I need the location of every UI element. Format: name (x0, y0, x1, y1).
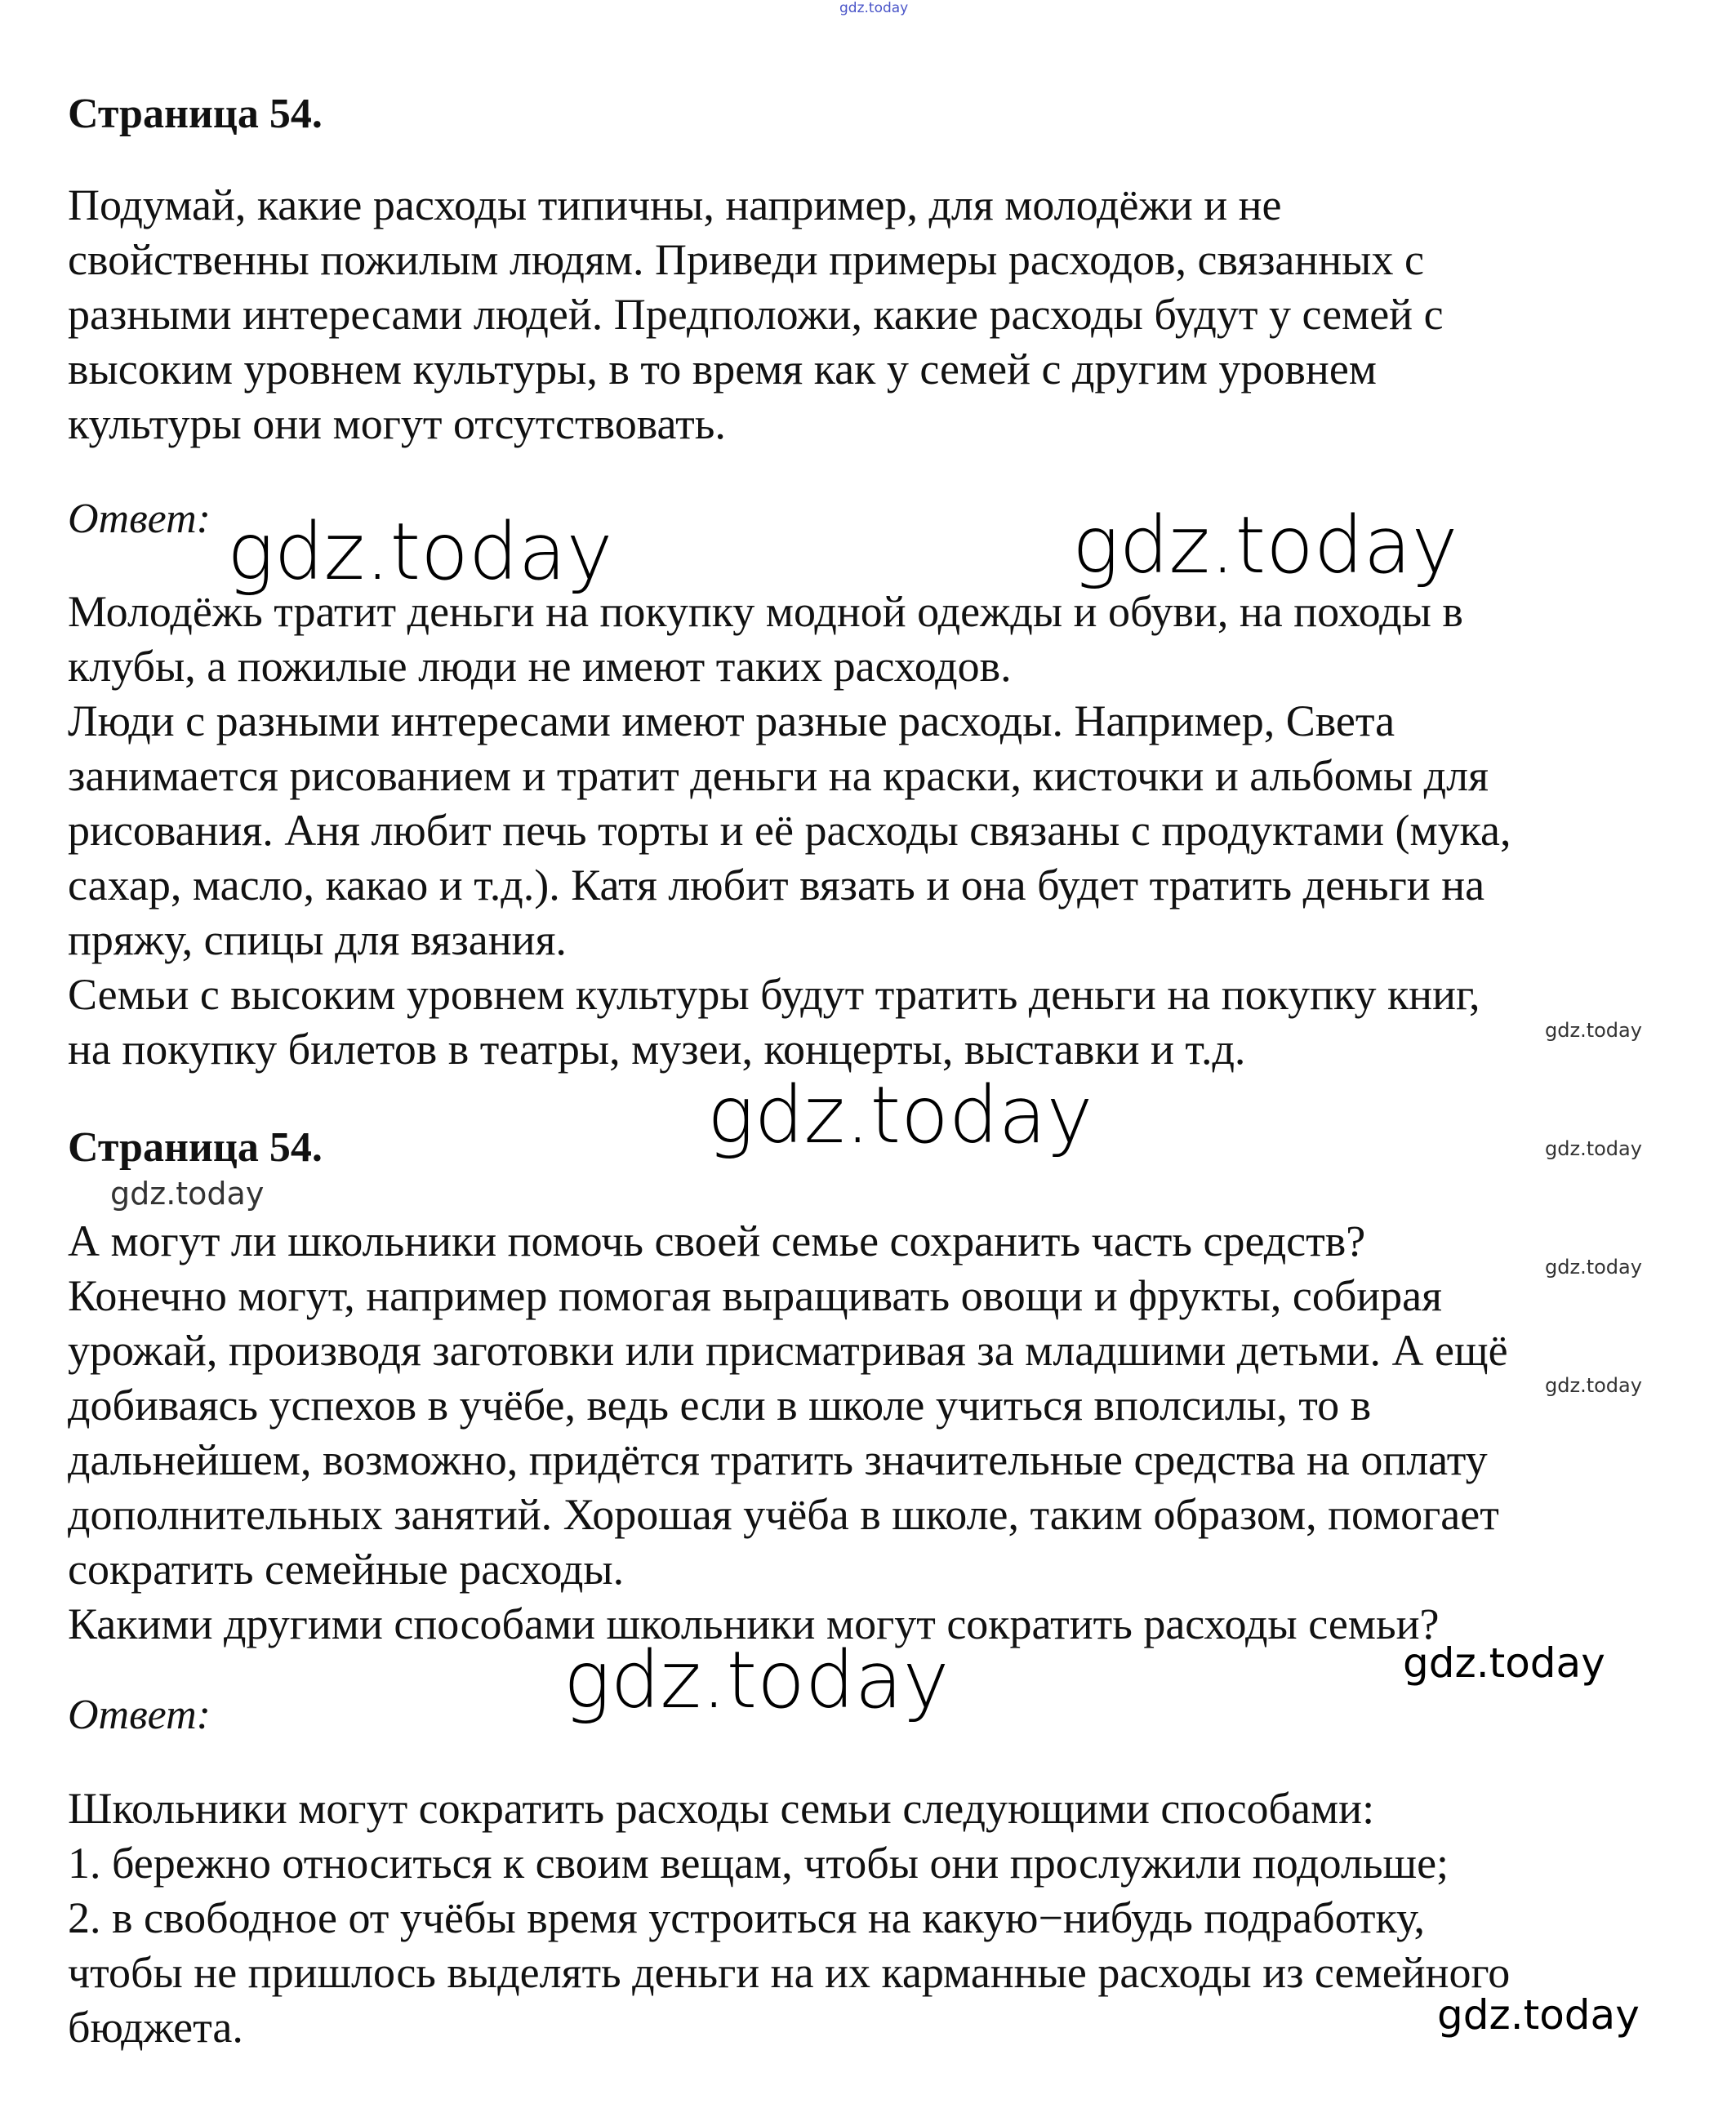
text-line: Люди с разными интересами имеют разные расходы. Например, Света (68, 696, 1395, 745)
text-line: Молодёжь тратит деньги на покупку модной одежды и обуви, на походы в (68, 587, 1463, 636)
watermark-large: gdz.today (227, 506, 613, 598)
section2-answer (68, 1781, 1510, 2055)
text-line: занимается рисованием и тратит деньги на краски, кисточки и альбомы для (68, 751, 1489, 800)
text-line: сократить семейные расходы. (68, 1545, 625, 1594)
watermark-medium: gdz.today (1403, 1639, 1605, 1687)
text-line: 2. в свободное от учёбы время устроиться на какую−нибудь подработку, (68, 1893, 1426, 1942)
text-line: пряжу, спицы для вязания. (68, 915, 567, 964)
watermark-large: gdz.today (1072, 500, 1458, 591)
text-line: чтобы не пришлось выделять деньги на их карманные расходы из семейного (68, 1948, 1511, 1997)
text-line: сахар, масло, какао и т.д.). Катя любит вязать и она будет тратить деньги на (68, 861, 1485, 910)
text-line: дальнейшем, возможно, придётся тратить значительные средства на оплату (68, 1435, 1488, 1484)
watermark-small: gdz.today (1545, 1256, 1642, 1279)
text-line: Школьники могут сократить расходы семьи следующими способами: (68, 1784, 1375, 1833)
text-line: культуры они могут отсутствовать. (68, 399, 726, 448)
text-line: бюджета. (68, 2003, 243, 2052)
text-line: добиваясь успехов в учёбе, ведь если в школе учиться вполсилы, то в (68, 1381, 1372, 1430)
text-line: Семьи с высоким уровнем культуры будут тратить деньги на покупку книг, (68, 970, 1480, 1019)
watermark-top: gdz.today (839, 0, 909, 16)
text-line: рисования. Аня любит печь торты и её расходы связаны с продуктами (мука, (68, 806, 1511, 855)
watermark-small: gdz.today (1545, 1019, 1642, 1042)
watermark-small: gdz.today (110, 1176, 265, 1212)
text-line: на покупку билетов в театры, музеи, концерты, выставки и т.д. (68, 1025, 1246, 1074)
text-line: Конечно могут, например помогая выращивать овощи и фрукты, собирая (68, 1271, 1442, 1320)
text-line: свойственны пожилым людям. Приведи примеры расходов, связанных с (68, 235, 1424, 284)
text-line: 1. бережно относиться к своим вещам, чтобы они прослужили подольше; (68, 1839, 1449, 1888)
section1-question (68, 178, 1444, 451)
watermark-medium: gdz.today (1437, 1991, 1640, 2039)
section2-heading: Страница 54. (68, 1124, 323, 1171)
section1-answer-label: Ответ: (68, 496, 211, 542)
text-line: урожай, производя заготовки или присматривая за младшими детьми. А ещё (68, 1326, 1508, 1375)
watermark-small: gdz.today (1545, 1374, 1642, 1397)
text-line: клубы, а пожилые люди не имеют таких расходов. (68, 642, 1012, 691)
section1-heading: Страница 54. (68, 91, 323, 137)
section2-question (68, 1214, 1508, 1652)
watermark-large: gdz.today (563, 1635, 950, 1726)
watermark-large: gdz.today (707, 1070, 1093, 1161)
text-line: А могут ли школьники помочь своей семье сохранить часть средств? (68, 1216, 1366, 1265)
text-line: Какими другими способами школьники могут сократить расходы семьи? (68, 1599, 1440, 1648)
watermark-small: gdz.today (1545, 1137, 1642, 1160)
text-line: высоким уровнем культуры, в то время как у семей с другим уровнем (68, 345, 1377, 394)
text-line: Подумай, какие расходы типичны, например, для молодёжи и не (68, 180, 1282, 229)
text-line: разными интересами людей. Предположи, какие расходы будут у семей с (68, 290, 1444, 339)
section2-answer-label: Ответ: (68, 1692, 211, 1738)
text-line: дополнительных занятий. Хорошая учёба в школе, таким образом, помогает (68, 1490, 1499, 1539)
section1-answer (68, 585, 1511, 1077)
